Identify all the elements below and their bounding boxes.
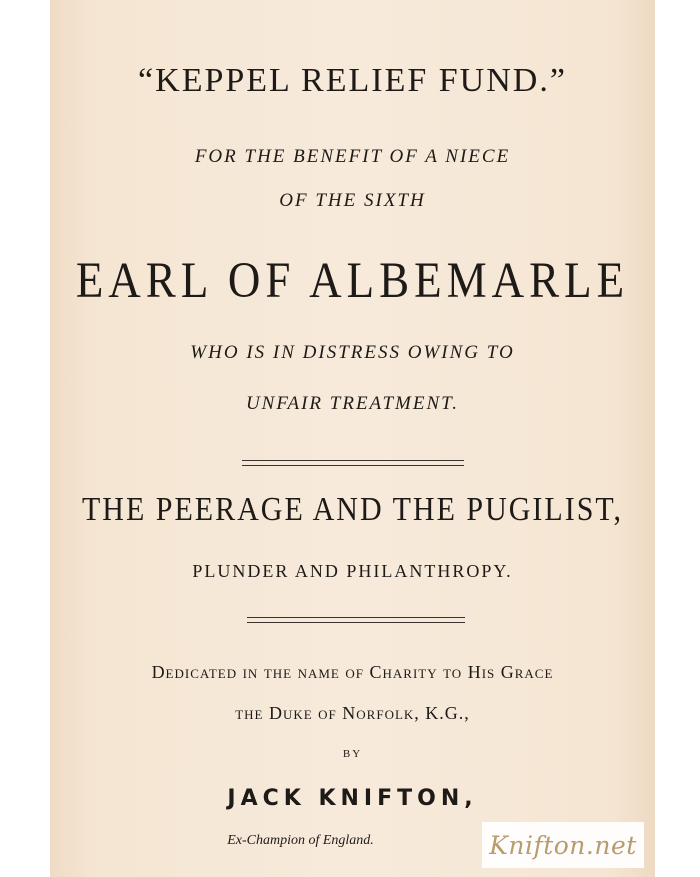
author-name: JACK KNIFTON, (227, 786, 478, 811)
subsubtitle: PLUNDER AND PHILANTHROPY. (192, 561, 513, 581)
benefit-line-1: FOR THE BENEFIT OF A NIECE (194, 146, 511, 167)
divider-rule (247, 617, 465, 623)
subtitle-heading: THE PEERAGE AND THE PUGILIST, (81, 490, 624, 528)
distress-line-1: WHO IS IN DISTRESS OWING TO (190, 342, 515, 363)
watermark-text: Knifton.net (489, 830, 637, 860)
earl-heading: EARL OF ALBEMARLE (75, 252, 630, 308)
document-page (50, 0, 655, 877)
divider-rule (242, 460, 464, 466)
dedication-line-2: the Duke of Norfolk, K.G., (235, 703, 470, 723)
distress-line-2: UNFAIR TREATMENT. (245, 393, 460, 414)
by-label: BY (342, 748, 363, 760)
author-title: Ex-Champion of England. (227, 833, 374, 848)
dedication-line-1: Dedicated in the name of Charity to His Grace (151, 662, 554, 682)
benefit-line-2: OF THE SIXTH (279, 190, 426, 211)
watermark-logo (482, 822, 644, 868)
document-title: “KEPPEL RELIEF FUND.” (138, 62, 567, 99)
